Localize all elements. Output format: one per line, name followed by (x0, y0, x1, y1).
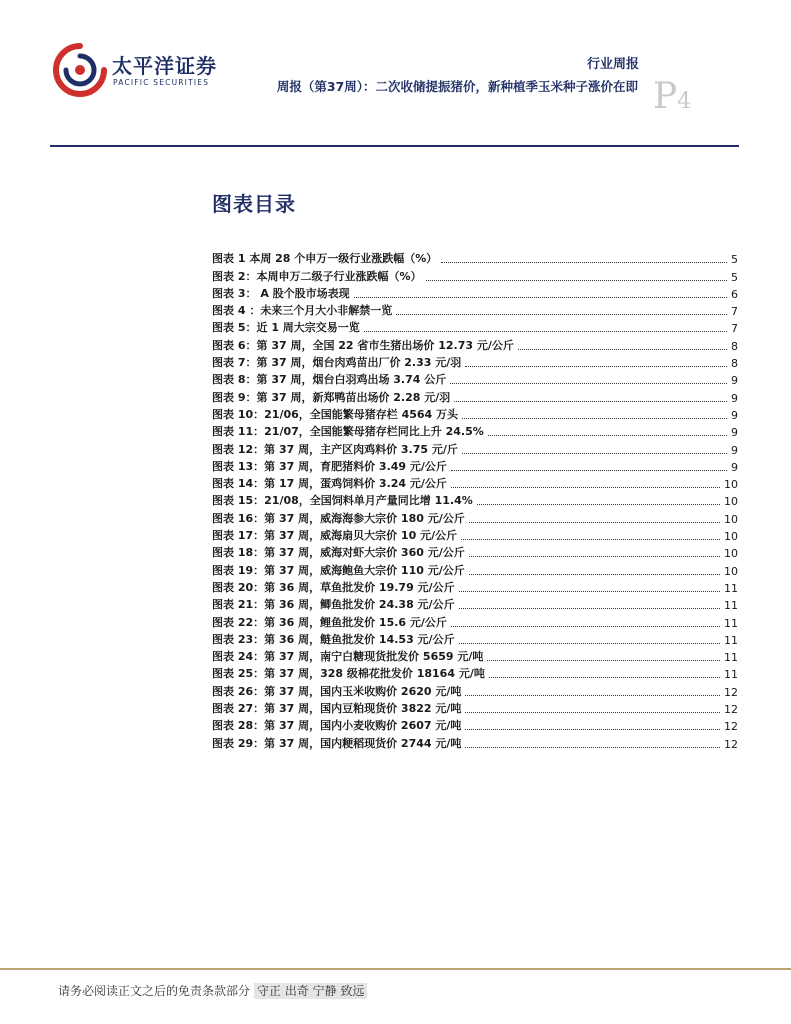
toc-entry[interactable] (212, 612, 738, 629)
toc-entry[interactable] (212, 716, 738, 733)
toc-entry-page: 9 (731, 426, 738, 440)
toc-leader-dots (465, 712, 720, 713)
toc-entry[interactable] (212, 284, 738, 301)
toc-entry-title: 图表 20：第 36 周，草鱼批发价 19.79 元/公斤 (212, 580, 455, 594)
toc-entry[interactable] (212, 249, 738, 266)
toc-leader-dots (451, 487, 720, 488)
toc-entry-title: 图表 12：第 37 周，主产区肉鸡料价 3.75 元/斤 (212, 442, 458, 456)
toc-entry-page: 9 (731, 408, 738, 422)
toc-leader-dots (465, 366, 727, 367)
toc-leader-dots (462, 453, 727, 454)
toc-leader-dots (469, 574, 720, 575)
toc-leader-dots (465, 695, 720, 696)
toc-entry-title: 图表 14：第 17 周，蛋鸡饲料价 3.24 元/公斤 (212, 477, 447, 491)
toc-entry-page: 12 (724, 685, 738, 699)
page-prefix: P (653, 76, 678, 117)
toc-entry-page: 11 (724, 581, 738, 595)
toc-entry-page: 11 (724, 651, 738, 665)
toc-entry[interactable] (212, 422, 738, 439)
toc-entry[interactable] (212, 491, 738, 508)
toc-entry[interactable] (212, 508, 738, 525)
toc-entry[interactable] (212, 266, 738, 283)
toc-leader-dots (469, 556, 720, 557)
toc-entry-title: 图表 15：21/08，全国饲料单月产量同比增 11.4% (212, 494, 473, 508)
page-number (653, 76, 692, 120)
footer-divider (0, 968, 791, 970)
toc-entry-title: 图表 5：近 1 周大宗交易一览 (212, 321, 360, 335)
toc-entry[interactable] (212, 560, 738, 577)
toc-entry-title: 图表 29：第 37 周，国内粳稻现货价 2744 元/吨 (212, 736, 462, 750)
toc-entry[interactable] (212, 526, 738, 543)
toc-entry-page: 10 (724, 478, 738, 492)
toc-entry-page: 9 (731, 460, 738, 474)
toc-entry[interactable] (212, 664, 738, 681)
report-title: 周报（第37周）：二次收储提振猪价，新种植季玉米种子涨价在即 (276, 79, 638, 94)
toc-leader-dots (364, 331, 727, 332)
toc-entry-title: 图表 24：第 37 周，南宁白糖现货批发价 5659 元/吨 (212, 650, 484, 664)
toc-leader-dots (426, 280, 727, 281)
footer-disclaimer: 请务必阅读正文之后的免责条款部分 (58, 984, 251, 998)
toc-leader-dots (454, 401, 727, 402)
toc-entry[interactable] (212, 733, 738, 750)
toc-entry-page: 10 (724, 564, 738, 578)
toc-entry-title: 图表 13：第 37 周，育肥猪料价 3.49 元/公斤 (212, 459, 447, 473)
toc-entry[interactable] (212, 630, 738, 647)
toc-entry-page: 11 (724, 633, 738, 647)
toc-entry-page: 12 (724, 703, 738, 717)
toc-entry[interactable] (212, 301, 738, 318)
toc-entry[interactable] (212, 474, 738, 491)
toc-leader-dots (487, 660, 720, 661)
toc-entry-title: 图表 8：第 37 周，烟台白羽鸡出场 3.74 公斤 (212, 373, 447, 387)
toc-entry-title: 图表 23：第 36 周，鲢鱼批发价 14.53 元/公斤 (212, 632, 455, 646)
toc-entry-title: 图表 25：第 37 周，328 级棉花批发价 18164 元/吨 (212, 667, 485, 681)
toc-entry[interactable] (212, 439, 738, 456)
toc-entry-page: 5 (731, 270, 738, 284)
toc-entry-page: 7 (731, 305, 738, 319)
toc-entry-title: 图表 28：第 37 周，国内小麦收购价 2607 元/吨 (212, 719, 462, 733)
table-of-figures (212, 249, 738, 751)
toc-entry[interactable] (212, 387, 738, 404)
toc-entry[interactable] (212, 335, 738, 352)
toc-leader-dots (461, 539, 720, 540)
toc-entry-page: 11 (724, 616, 738, 630)
toc-entry[interactable] (212, 543, 738, 560)
page-number-value: 4 (677, 89, 692, 114)
toc-entry-page: 11 (724, 668, 738, 682)
toc-heading: 图表目录 (212, 192, 296, 216)
company-logo-icon (50, 42, 110, 98)
toc-entry[interactable] (212, 318, 738, 335)
toc-entry-page: 10 (724, 512, 738, 526)
toc-entry-title: 图表 2：本周申万二级子行业涨跌幅（%） (212, 269, 422, 283)
toc-entry[interactable] (212, 699, 738, 716)
toc-entry[interactable] (212, 595, 738, 612)
toc-entry-title: 图表 19：第 37 周，威海鲍鱼大宗价 110 元/公斤 (212, 563, 465, 577)
toc-entry[interactable] (212, 353, 738, 370)
toc-entry-title: 图表 4 ：未来三个月大小非解禁一览 (212, 304, 393, 318)
toc-leader-dots (459, 591, 720, 592)
toc-leader-dots (459, 643, 720, 644)
toc-entry[interactable] (212, 647, 738, 664)
footer (58, 982, 367, 999)
toc-entry[interactable] (212, 405, 738, 422)
toc-entry-title: 图表 1 本周 28 个申万一级行业涨跌幅（%） (212, 252, 438, 266)
toc-entry-title: 图表 9：第 37 周，新郑鸭苗出场价 2.28 元/羽 (212, 390, 451, 404)
toc-entry-page: 7 (731, 322, 738, 336)
toc-entry-page: 10 (724, 495, 738, 509)
toc-entry-page: 5 (731, 253, 738, 267)
toc-entry-page: 9 (731, 374, 738, 388)
toc-leader-dots (450, 383, 727, 384)
toc-leader-dots (465, 747, 720, 748)
company-logo (50, 42, 220, 98)
toc-entry[interactable] (212, 370, 738, 387)
toc-entry-title: 图表 18：第 37 周，威海对虾大宗价 360 元/公斤 (212, 546, 465, 560)
toc-entry-page: 10 (724, 547, 738, 561)
toc-entry-title: 图表 7：第 37 周，烟台肉鸡苗出厂价 2.33 元/羽 (212, 356, 462, 370)
toc-entry-page: 12 (724, 737, 738, 751)
toc-leader-dots (518, 349, 727, 350)
toc-entry-title: 图表 27：第 37 周，国内豆粕现货价 3822 元/吨 (212, 702, 462, 716)
toc-entry-title: 图表 11：21/07，全国能繁母猪存栏同比上升 24.5% (212, 425, 484, 439)
toc-entry-page: 8 (731, 357, 738, 371)
toc-entry-page: 9 (731, 443, 738, 457)
toc-entry-page: 10 (724, 530, 738, 544)
toc-entry[interactable] (212, 457, 738, 474)
toc-leader-dots (451, 626, 720, 627)
toc-leader-dots (451, 470, 727, 471)
footer-motto: 守正 出奇 宁静 致远 (254, 983, 367, 999)
header-divider (50, 145, 739, 147)
toc-entry-page: 6 (731, 287, 738, 301)
toc-leader-dots (465, 729, 720, 730)
toc-entry-title: 图表 16：第 37 周，威海海参大宗价 180 元/公斤 (212, 511, 465, 525)
toc-leader-dots (396, 314, 727, 315)
toc-entry-title: 图表 22：第 36 周，鲤鱼批发价 15.6 元/公斤 (212, 615, 447, 629)
toc-entry-page: 11 (724, 599, 738, 613)
toc-leader-dots (459, 608, 720, 609)
toc-entry-title: 图表 6：第 37 周，全国 22 省市生猪出场价 12.73 元/公斤 (212, 338, 514, 352)
report-type-label: 行业周报 (586, 57, 639, 72)
toc-entry[interactable] (212, 681, 738, 698)
toc-entry-title: 图表 3： A 股个股市场表现 (212, 286, 350, 300)
toc-leader-dots (462, 418, 727, 419)
toc-entry[interactable] (212, 578, 738, 595)
toc-entry-title: 图表 10：21/06，全国能繁母猪存栏 4564 万头 (212, 407, 459, 421)
toc-leader-dots (489, 677, 720, 678)
toc-leader-dots (354, 297, 727, 298)
toc-entry-page: 8 (731, 339, 738, 353)
toc-leader-dots (488, 435, 727, 436)
toc-entry-title: 图表 21：第 36 周，鲫鱼批发价 24.38 元/公斤 (212, 598, 455, 612)
logo-chinese-name: 太平洋证券 (112, 54, 217, 78)
toc-entry-title: 图表 26：第 37 周，国内玉米收购价 2620 元/吨 (212, 684, 462, 698)
toc-leader-dots (441, 262, 727, 263)
toc-leader-dots (469, 522, 720, 523)
logo-english-name: PACIFIC SECURITIES (113, 78, 210, 87)
toc-entry-page: 9 (731, 391, 738, 405)
toc-entry-page: 12 (724, 720, 738, 734)
toc-leader-dots (477, 504, 720, 505)
toc-entry-title: 图表 17：第 37 周，威海扇贝大宗价 10 元/公斤 (212, 529, 458, 543)
